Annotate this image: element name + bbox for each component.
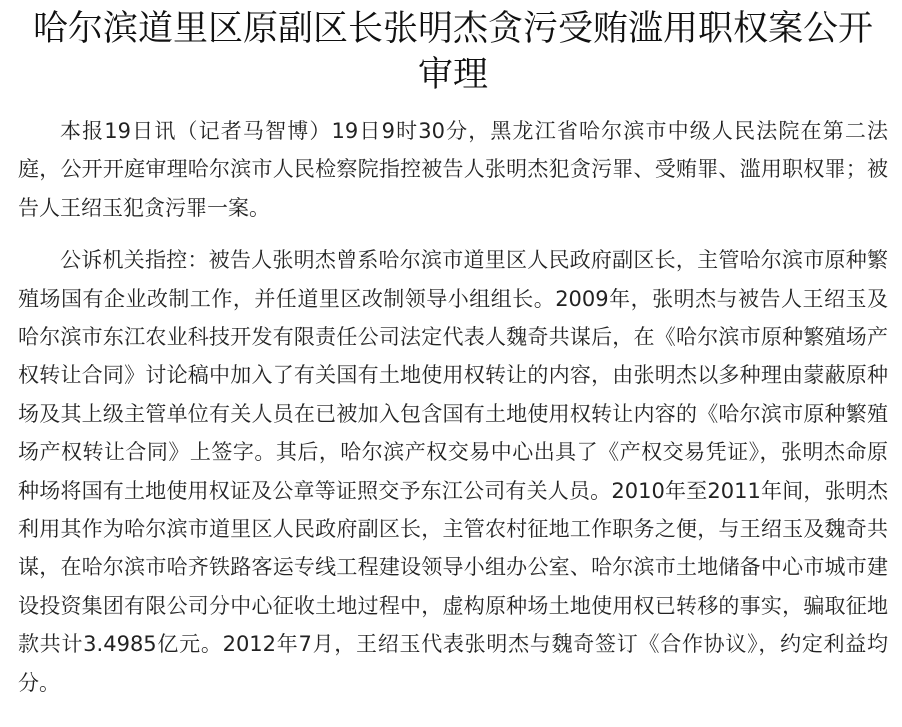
article-paragraph-2: 公诉机关指控：被告人张明杰曾系哈尔滨市道里区人民政府副区长，主管哈尔滨市原种繁殖场国有企业改制工作，并任道里区改制领导小组组长。2009年，张明杰与被告人王绍玉及哈尔滨市东江农业科技开发有限责任公司法定代表人魏奇共谋后，在《哈尔滨市原种繁殖场产权转让合同》讨论稿中加入了有关国有土地使用权转让的内容，由张明杰以多种理由蒙蔽原种场及其上级主管单位有关人员在已被加入包含国有土地使用权转让内容的《哈尔滨市原种繁殖场产权转让合同》上签字。其后，哈尔滨产权交易中心出具了《产权交易凭证》，张明杰命原种场将国有土地使用权证及公章等证照交予东江公司有关人员。2010年至2011年间，张明杰利用其作为哈尔滨市道里区人民政府副区长，主管农村征地工作职务之便，与王绍玉及魏奇共谋，在哈尔滨市哈齐铁路客运专线工程建设领导小组办公室、哈尔滨市土地储备中心市城市建设投资集团有限公司分中心征收土地过程中，虚构原种场土地使用权已转移的事实，骗取征地款共计3.4985亿元。2012年7月，王绍玉代表张明杰与魏奇签订《合作协议》，约定利益均分。 — [18, 248, 888, 695]
article-title: 哈尔滨道里区原副区长张明杰贪污受贿滥用职权案公开审理 — [32, 9, 873, 95]
article-paragraph-1: 本报19日讯（记者马智博）19日9时30分，黑龙江省哈尔滨市中级人民法院在第二法庭，公开开庭审理哈尔滨市人民检察院指控被告人张明杰犯贪污罪、受贿罪、滥用职权罪；被告人王绍玉犯贪污罪一案。 — [18, 119, 888, 220]
article-body — [18, 112, 888, 702]
